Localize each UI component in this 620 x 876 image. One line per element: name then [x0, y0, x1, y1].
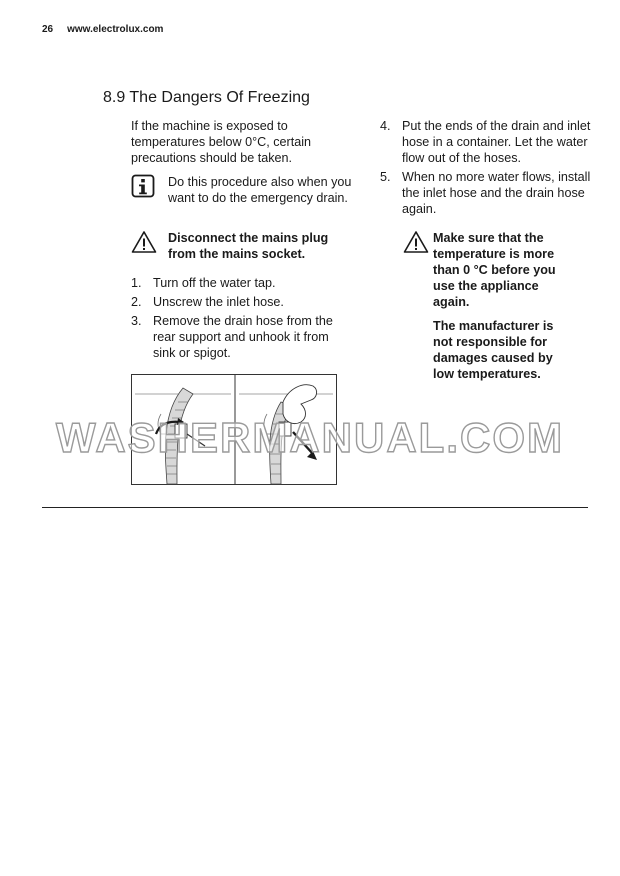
step-number: 1.	[131, 276, 142, 290]
list-item	[380, 118, 595, 166]
page-number: 26	[42, 24, 54, 35]
info-note: Do this procedure also when you want to do the emergency drain.	[168, 175, 352, 205]
step-text: When no more water flows, install the inlet hose and the drain hose again.	[402, 170, 591, 216]
info-icon	[131, 174, 155, 198]
step-text: Turn off the water tap.	[153, 276, 276, 290]
steps-list-right	[380, 118, 595, 220]
intro-paragraph: If the machine is exposed to temperatures below 0°C, certain precautions should be taken.	[131, 119, 312, 165]
list-item	[131, 275, 346, 291]
page-header	[42, 24, 163, 35]
step-text: Put the ends of the drain and inlet hose in a container. Let the water flow out of the hoses.	[402, 119, 591, 165]
step-number: 2.	[131, 295, 142, 309]
site-url[interactable]: www.electrolux.com	[67, 24, 164, 35]
warning-unplug-text: Disconnect the mains plug from the mains socket.	[168, 231, 329, 261]
list-item	[380, 169, 595, 217]
list-item	[131, 313, 346, 361]
warning-temperature-text: Make sure that the temperature is more than 0 °C before you use the appliance again.	[433, 231, 556, 309]
warning-manufacturer-text: The manufacturer is not responsible for damages caused by low temperatures.	[433, 319, 554, 381]
step-number: 5.	[380, 170, 391, 184]
step-text: Remove the drain hose from the rear support and unhook it from sink or spigot.	[153, 314, 333, 360]
warning-icon	[131, 230, 157, 254]
step-number: 3.	[131, 314, 142, 328]
warning-icon	[403, 230, 429, 254]
steps-list-left	[131, 275, 346, 364]
list-item	[131, 294, 346, 310]
section-divider	[42, 507, 588, 508]
step-number: 4.	[380, 119, 391, 133]
section-title: 8.9 The Dangers Of Freezing	[103, 89, 310, 106]
step-text: Unscrew the inlet hose.	[153, 295, 284, 309]
watermark: WASHERMANUAL.COM	[56, 414, 564, 461]
